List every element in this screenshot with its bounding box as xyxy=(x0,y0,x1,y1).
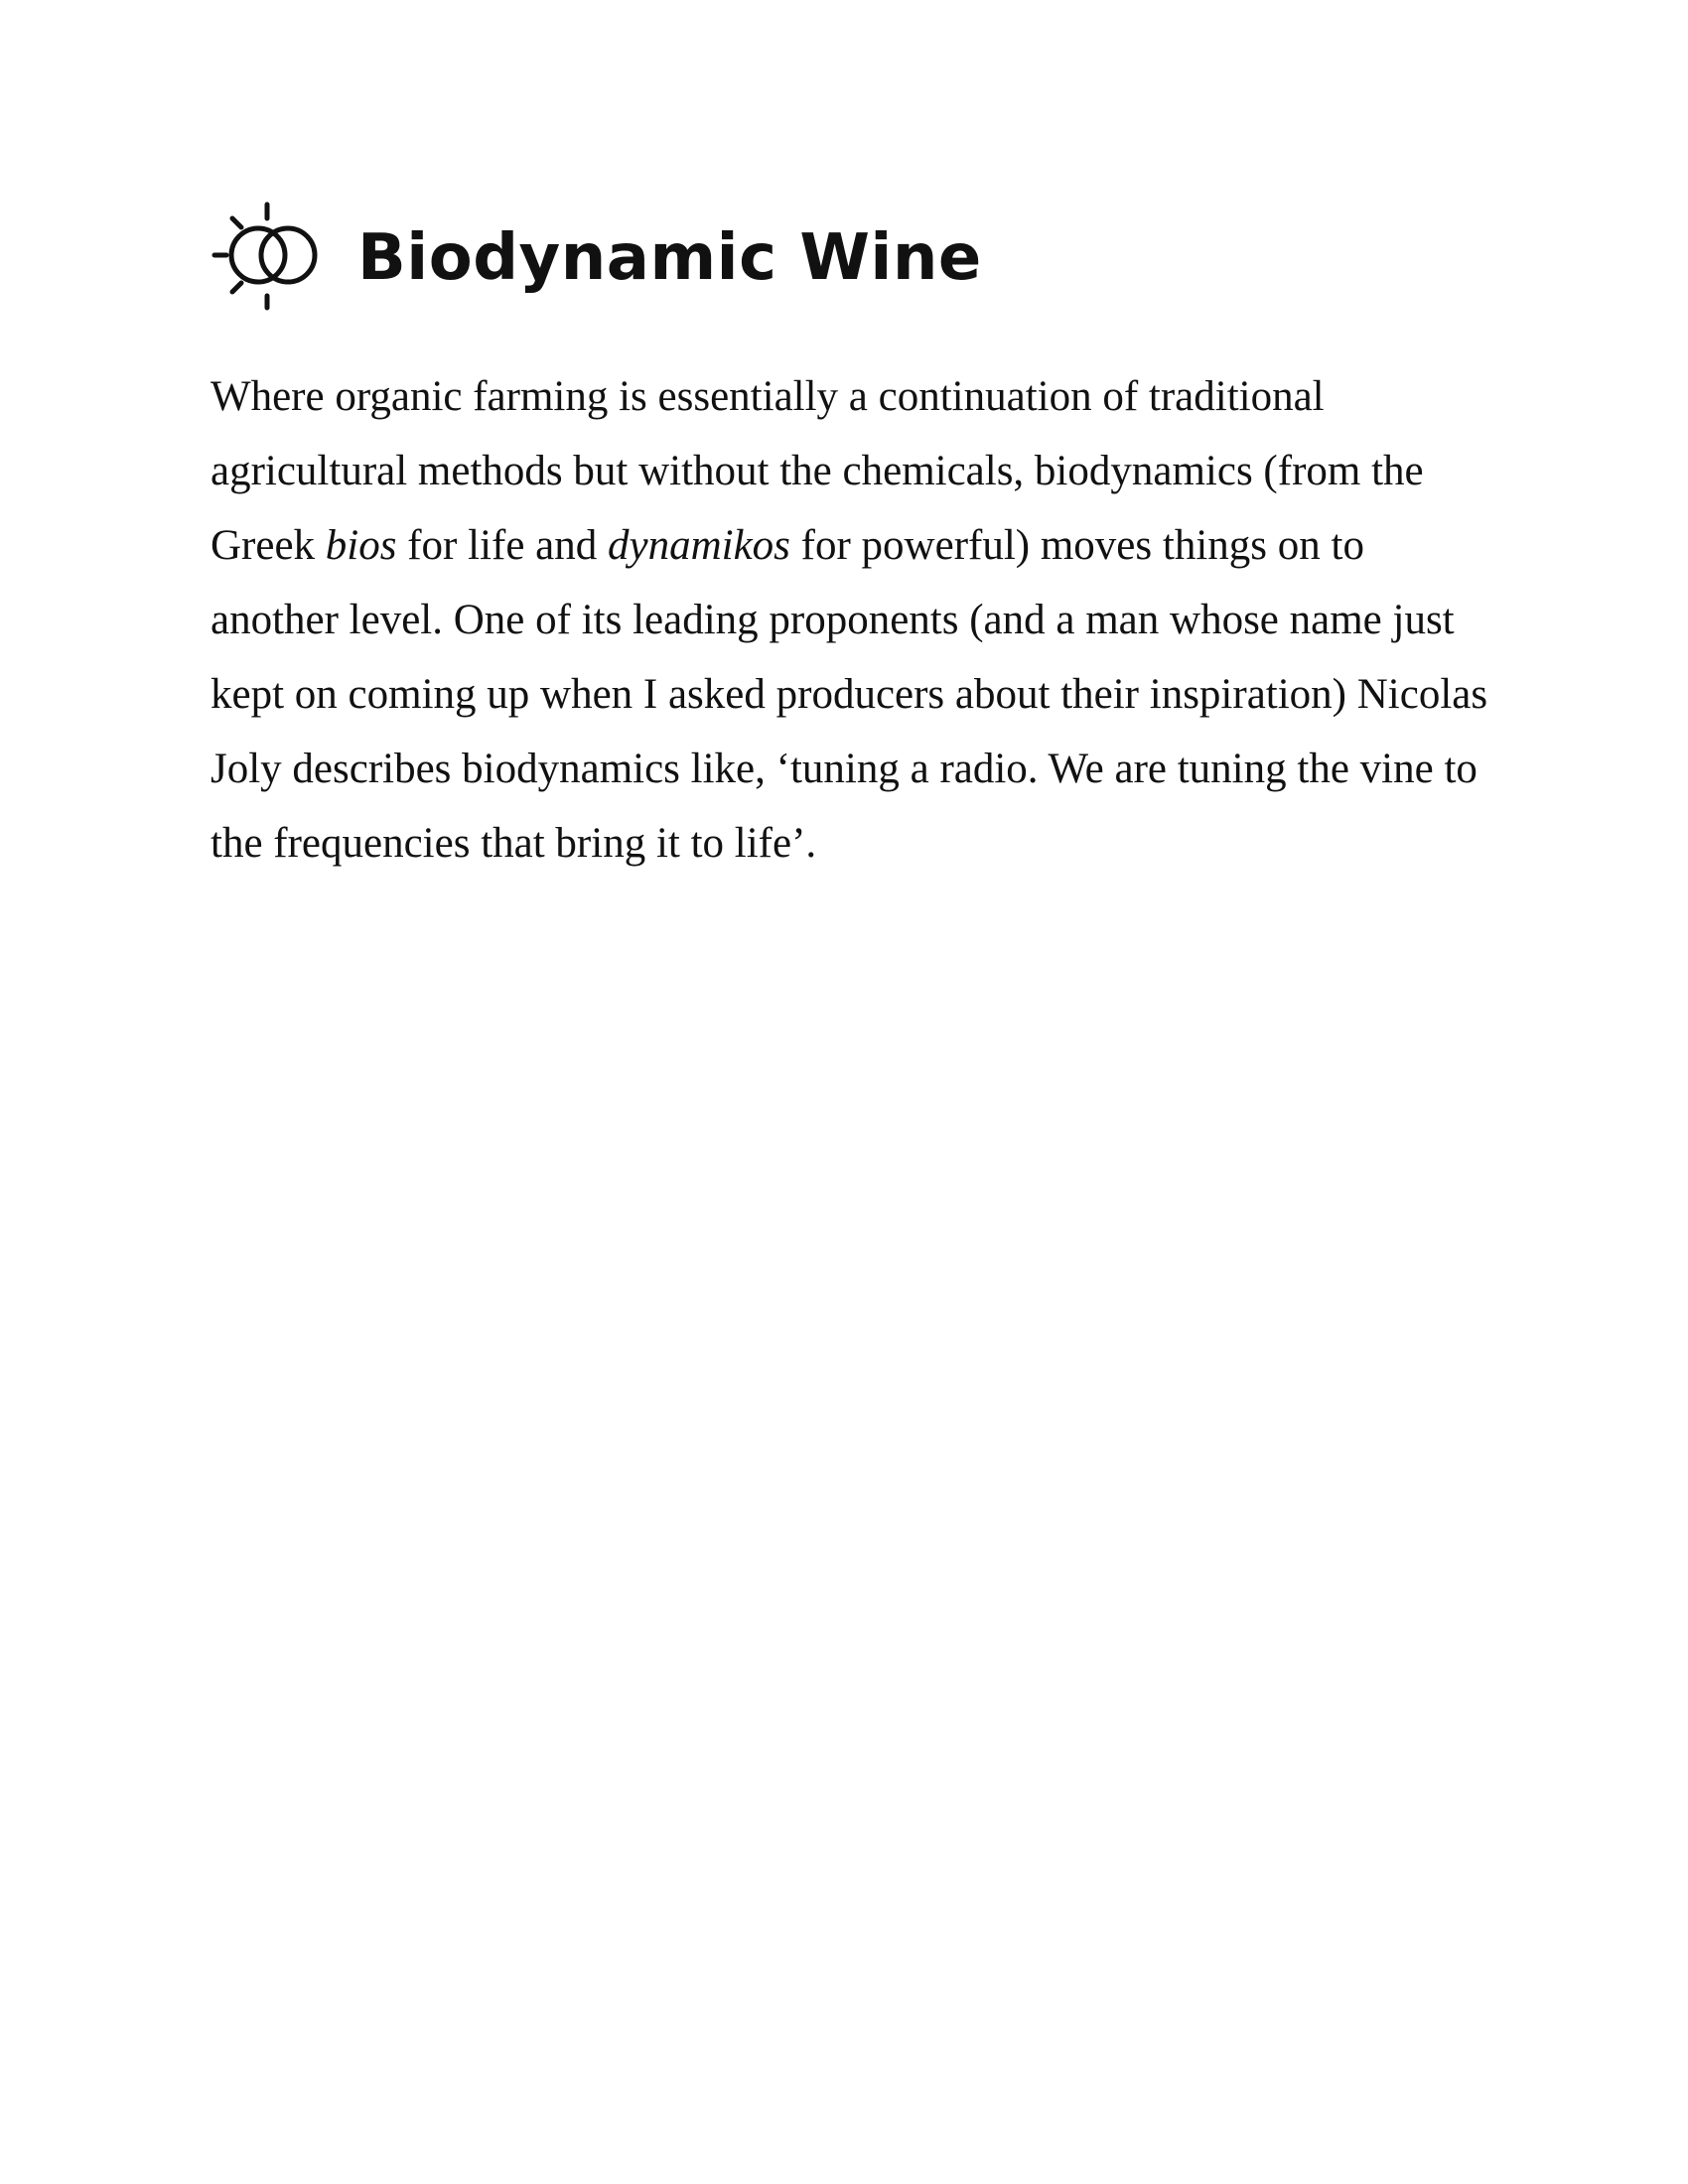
italic-term-dynamikos: dynamikos xyxy=(608,522,790,569)
paragraph-text: for powerful) moves things on to another level. One of its leading proponents (and a man whose name just kept on coming up when I asked producers about their inspiration) Nicolas Joly describes biodynamics like, ‘tuning a radio. We are tuning the vine to the frequencies that bring it to life’. xyxy=(211,522,1488,867)
body-paragraph xyxy=(211,359,1491,881)
italic-term-bios: bios xyxy=(325,522,397,569)
paragraph-text: for life and xyxy=(396,522,609,569)
biodynamic-sun-rings-icon xyxy=(211,199,330,318)
page-title: Biodynamic Wine xyxy=(357,221,982,295)
paragraph-text: Where organic farming is essentially a continuation of traditional agricultural methods but without the chemicals, biodynamics (from the Greek xyxy=(211,373,1424,569)
heading-row xyxy=(211,199,982,318)
